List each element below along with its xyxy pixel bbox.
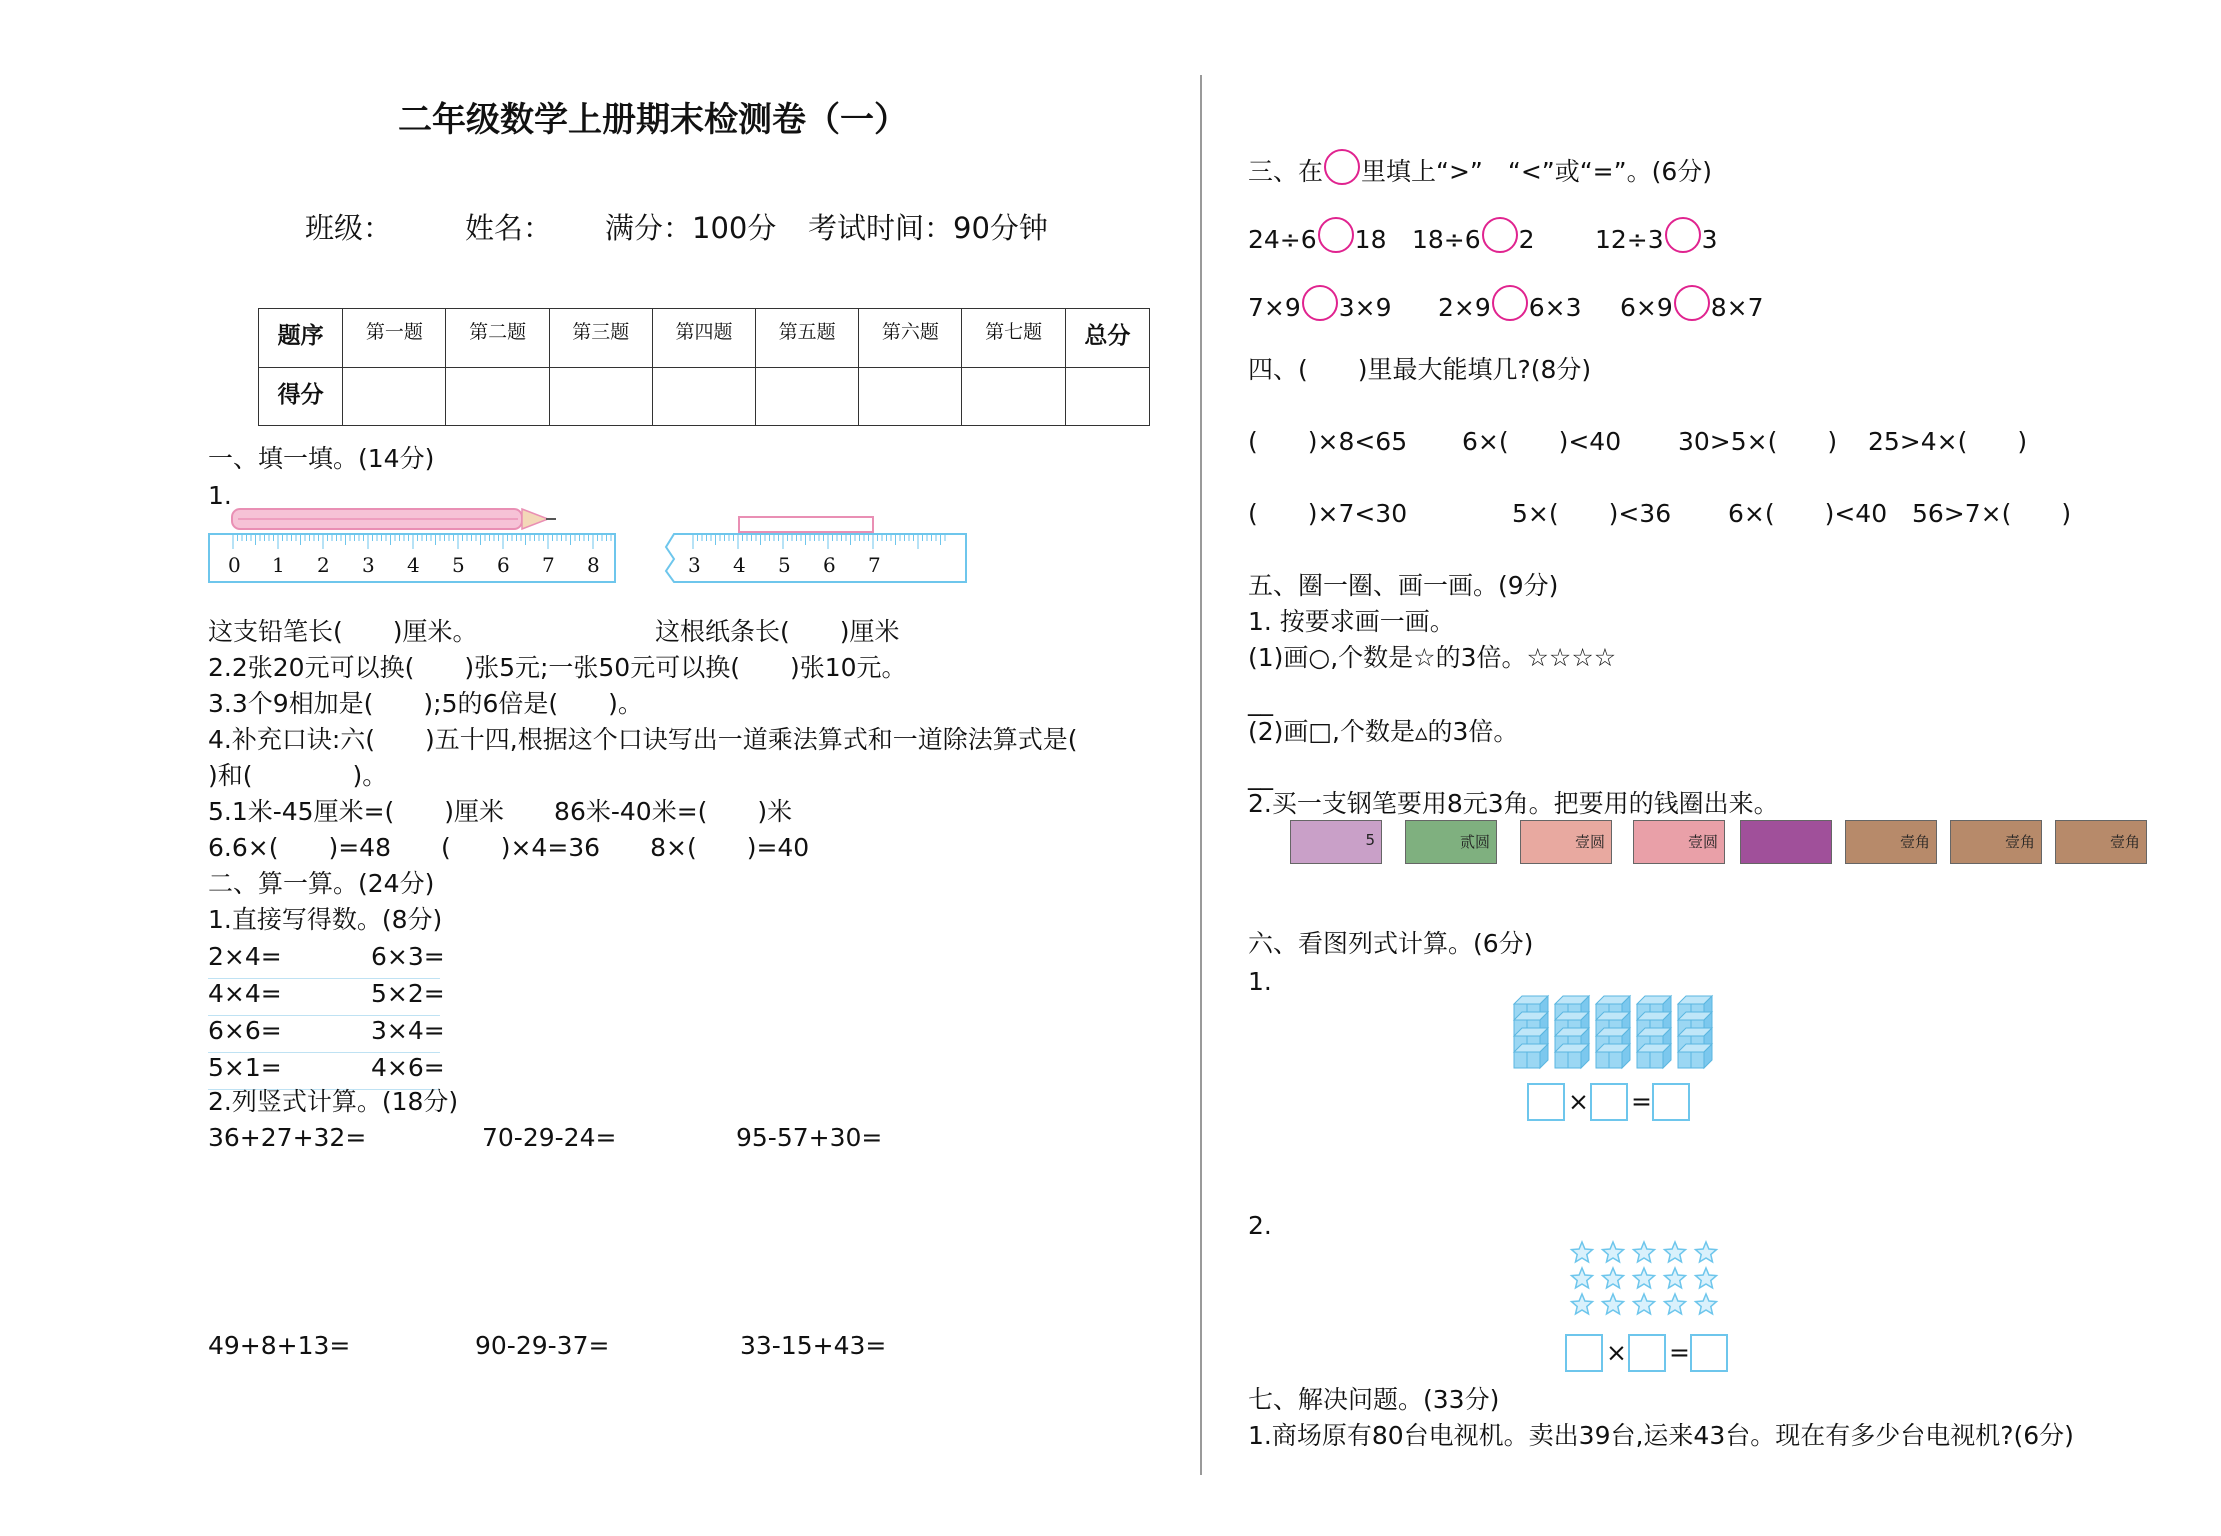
answer-box[interactable]	[1565, 1334, 1603, 1372]
score-input-cell[interactable]	[1065, 367, 1149, 426]
draw-question-2: (2)画□,个数是▵的3倍。	[1248, 717, 1519, 746]
score-input-cell[interactable]	[859, 367, 962, 426]
banknote-label: 贰圆	[1459, 833, 1490, 851]
compare-right: 3	[1701, 225, 1718, 254]
compare-item	[1595, 224, 1718, 256]
ruler-label: 0	[228, 553, 241, 577]
compare-right: 18	[1354, 225, 1387, 254]
vertical-calc-item: 95-57+30=	[736, 1123, 883, 1152]
answer-box[interactable]	[1652, 1083, 1690, 1121]
ruler-label: 7	[868, 553, 881, 577]
score-header-cell: 第七题	[962, 309, 1065, 368]
score-row-label: 得分	[259, 367, 343, 426]
cube-face	[1650, 1052, 1663, 1068]
star-icon	[1634, 1242, 1655, 1262]
direct-calc-item: 3×4=	[371, 1016, 445, 1045]
cube-face	[1609, 1052, 1622, 1068]
compare-circle-input[interactable]	[1665, 217, 1701, 253]
section-3-heading-b: 里填上“>” “<”或“=”。(6分)	[1361, 157, 1712, 186]
ruler-label: 1	[272, 553, 285, 577]
cube-face	[1527, 1052, 1540, 1068]
compare-circle-input[interactable]	[1674, 285, 1710, 321]
compare-circle-icon	[1324, 149, 1360, 185]
compare-left: 7×9	[1248, 293, 1301, 322]
star-icon	[1696, 1294, 1717, 1314]
compare-item	[1438, 292, 1582, 324]
ruler-label: 5	[778, 553, 791, 577]
answer-box[interactable]	[1527, 1083, 1565, 1121]
ruler-label: 3	[688, 553, 701, 577]
ruler-label: 4	[733, 553, 746, 577]
banknote-image[interactable]	[1405, 820, 1497, 864]
section-6-q2: 2.	[1248, 1211, 1272, 1240]
vertical-calc-item: 49+8+13=	[208, 1331, 351, 1360]
banknote-label: 5	[1365, 831, 1375, 849]
section-6-q1: 1.	[1248, 967, 1272, 996]
cube-face	[1691, 1052, 1704, 1068]
banknote-label: 壹角	[1899, 833, 1930, 851]
ruler-2	[662, 533, 968, 585]
compare-circle-input[interactable]	[1318, 217, 1354, 253]
times-sign: ×	[1568, 1087, 1589, 1116]
pencil-image	[228, 505, 558, 535]
column-divider	[1200, 75, 1202, 1475]
section-2-sub-2: 2.列竖式计算。(18分)	[208, 1087, 459, 1116]
vertical-calc-item: 36+27+32=	[208, 1123, 367, 1152]
compare-item	[1412, 224, 1535, 256]
direct-calc-item: 4×4=	[208, 979, 282, 1008]
compare-circle-input[interactable]	[1482, 217, 1518, 253]
full-score: 满分：100分	[605, 211, 777, 245]
vertical-calc-item: 70-29-24=	[482, 1123, 617, 1152]
draw-question-1: (1)画○,个数是☆的3倍。☆☆☆☆	[1248, 643, 1617, 672]
star-icon	[1634, 1268, 1655, 1288]
ruler-label: 5	[452, 553, 465, 577]
star-icon	[1603, 1294, 1624, 1314]
answer-box[interactable]	[1628, 1334, 1666, 1372]
cube-face	[1514, 1052, 1527, 1068]
star-icon	[1696, 1268, 1717, 1288]
star-icon	[1665, 1268, 1686, 1288]
question-4a: 4.补充口诀:六( )五十四,根据这个口诀写出一道乘法算式和一道除法算式是(	[208, 725, 1078, 754]
question-6: 6.6×( )=48 ( )×4=36 8×( )=40	[208, 833, 810, 862]
banknote-image[interactable]	[1950, 820, 2042, 864]
banknote-label: 壹角	[2004, 833, 2035, 851]
banknote-image[interactable]	[1520, 820, 1612, 864]
direct-calc-grid	[208, 942, 445, 1090]
question-3: 3.3个9相加是( );5的6倍是( )。	[208, 689, 643, 718]
section-1-heading: 一、填一填。(14分)	[208, 444, 435, 473]
score-header-cell: 总分	[1065, 309, 1149, 368]
name-label: 姓名：	[465, 211, 553, 245]
score-header-cell: 第二题	[446, 309, 549, 368]
fill-max-item: 25>4×( )	[1868, 427, 2028, 456]
question-1b: 这根纸条长( )厘米	[655, 617, 900, 646]
direct-calc-row	[208, 1016, 445, 1053]
compare-right: 8×7	[1710, 293, 1764, 322]
score-input-cell[interactable]	[962, 367, 1065, 426]
compare-circle-input[interactable]	[1492, 285, 1528, 321]
score-table	[258, 308, 1150, 426]
section-5-sub-2: 2.买一支钢笔要用8元3角。把要用的钱圈出来。	[1248, 789, 1779, 818]
question-4b: )和( )。	[208, 761, 388, 790]
cube-stacks-image	[1512, 994, 1722, 1072]
vertical-calc-item: 90-29-37=	[475, 1331, 610, 1360]
class-label: 班级：	[305, 211, 393, 245]
compare-circle-input[interactable]	[1302, 285, 1338, 321]
direct-calc-item: 4×6=	[371, 1053, 445, 1082]
question-5: 5.1米-45厘米=( )厘米 86米-40米=( )米	[208, 797, 793, 826]
star-icon	[1634, 1294, 1655, 1314]
direct-calc-item: 5×1=	[208, 1053, 282, 1082]
compare-item	[1620, 292, 1764, 324]
banknote-image[interactable]	[1845, 820, 1937, 864]
section-2-heading: 二、算一算。(24分)	[208, 869, 435, 898]
compare-item	[1248, 224, 1386, 256]
banknote-label: 壹圆	[1574, 833, 1605, 851]
ruler-1	[208, 533, 618, 585]
section-6-heading: 六、看图列式计算。(6分)	[1248, 929, 1534, 958]
direct-calc-item: 6×6=	[208, 1016, 282, 1045]
star-icon	[1572, 1242, 1593, 1262]
compare-left: 6×9	[1620, 293, 1673, 322]
times-sign: ×	[1606, 1338, 1627, 1367]
answer-box[interactable]	[1590, 1083, 1628, 1121]
cube-face	[1678, 1052, 1691, 1068]
score-input-cell[interactable]	[343, 367, 446, 426]
exam-time: 考试时间：90分钟	[808, 211, 1048, 245]
star-icon	[1696, 1242, 1717, 1262]
section-4-heading: 四、( )里最大能填几?(8分)	[1248, 355, 1592, 384]
cube-face	[1555, 1052, 1568, 1068]
banknote-image[interactable]	[1633, 820, 1725, 864]
score-header-cell: 第六题	[859, 309, 962, 368]
direct-calc-item: 5×2=	[371, 979, 445, 1008]
fill-max-item: 5×( )<36	[1512, 499, 1672, 528]
star-icon	[1665, 1294, 1686, 1314]
score-input-cell[interactable]	[652, 367, 755, 426]
fill-max-item: 30>5×( )	[1678, 427, 1838, 456]
question-2: 2.2张20元可以换( )张5元;一张50元可以换( )张10元。	[208, 653, 907, 682]
direct-calc-row	[208, 979, 445, 1016]
banknote-image[interactable]	[2055, 820, 2147, 864]
star-icon	[1603, 1268, 1624, 1288]
ruler-label: 4	[407, 553, 420, 577]
compare-left: 18÷6	[1412, 225, 1481, 254]
fill-max-item: 56>7×( )	[1912, 499, 2072, 528]
score-input-cell[interactable]	[756, 367, 859, 426]
star-icon	[1572, 1294, 1593, 1314]
compare-right: 6×3	[1528, 293, 1582, 322]
equals-sign: =	[1631, 1087, 1652, 1116]
compare-left: 24÷6	[1248, 225, 1317, 254]
compare-right: 3×9	[1338, 293, 1392, 322]
cube-face	[1568, 1052, 1581, 1068]
star-grid-image	[1568, 1240, 1728, 1322]
fill-max-item: 6×( )<40	[1728, 499, 1888, 528]
score-header-cell: 题序	[259, 309, 343, 368]
banknote-image[interactable]	[1290, 820, 1382, 864]
compare-item	[1248, 292, 1392, 324]
paper-strip	[738, 516, 874, 534]
direct-calc-item: 2×4=	[208, 942, 282, 971]
question-1-number: 1.	[208, 481, 232, 510]
ruler-label: 2	[317, 553, 330, 577]
section-5-heading: 五、圈一圈、画一画。(9分)	[1248, 571, 1559, 600]
compare-left: 2×9	[1438, 293, 1491, 322]
section-3-heading-a: 三、在	[1248, 157, 1324, 186]
ruler-label: 6	[823, 553, 836, 577]
direct-calc-item: 6×3=	[371, 942, 445, 971]
star-icon	[1572, 1268, 1593, 1288]
cube-face	[1637, 1052, 1650, 1068]
section-5-sub-1: 1. 按要求画一画。	[1248, 607, 1455, 636]
direct-calc-row	[208, 942, 445, 979]
score-header-cell: 第五题	[756, 309, 859, 368]
section-2-sub-1: 1.直接写得数。(8分)	[208, 905, 443, 934]
answer-line[interactable]: __	[1248, 761, 1273, 790]
direct-calc-row	[208, 1053, 445, 1090]
vertical-calc-item: 33-15+43=	[740, 1331, 887, 1360]
star-icon	[1603, 1242, 1624, 1262]
problem-1: 1.商场原有80台电视机。卖出39台,运来43台。现在有多少台电视机?(6分)	[1248, 1421, 2074, 1450]
compare-right: 2	[1518, 225, 1535, 254]
section-3-heading	[1248, 156, 1712, 188]
ruler-label: 3	[362, 553, 375, 577]
ruler-1-labels	[228, 553, 600, 577]
score-table-header-row	[259, 309, 1150, 368]
fill-max-item: 6×( )<40	[1462, 427, 1622, 456]
banknote-image[interactable]	[1740, 820, 1832, 864]
ruler-label: 8	[587, 553, 600, 577]
score-input-cell[interactable]	[549, 367, 652, 426]
score-input-cell[interactable]	[446, 367, 549, 426]
cube-face	[1596, 1052, 1609, 1068]
score-header-cell: 第三题	[549, 309, 652, 368]
ruler-label: 7	[542, 553, 555, 577]
ruler-label: 6	[497, 553, 510, 577]
answer-line[interactable]: __	[1248, 687, 1273, 716]
answer-box[interactable]	[1690, 1334, 1728, 1372]
score-header-cell: 第一题	[343, 309, 446, 368]
fill-max-item: ( )×8<65	[1248, 427, 1408, 456]
page-title: 二年级数学上册期末检测卷（一）	[398, 100, 908, 140]
fill-max-item: ( )×7<30	[1248, 499, 1408, 528]
compare-left: 12÷3	[1595, 225, 1664, 254]
banknote-label: 壹角	[2109, 833, 2140, 851]
question-1a: 这支铅笔长( )厘米。	[208, 617, 478, 646]
equals-sign: =	[1669, 1338, 1690, 1367]
score-header-cell: 第四题	[652, 309, 755, 368]
banknote-label: 壹圆	[1687, 833, 1718, 851]
score-table-score-row	[259, 367, 1150, 426]
star-icon	[1665, 1242, 1686, 1262]
section-7-heading: 七、解决问题。(33分)	[1248, 1385, 1500, 1414]
